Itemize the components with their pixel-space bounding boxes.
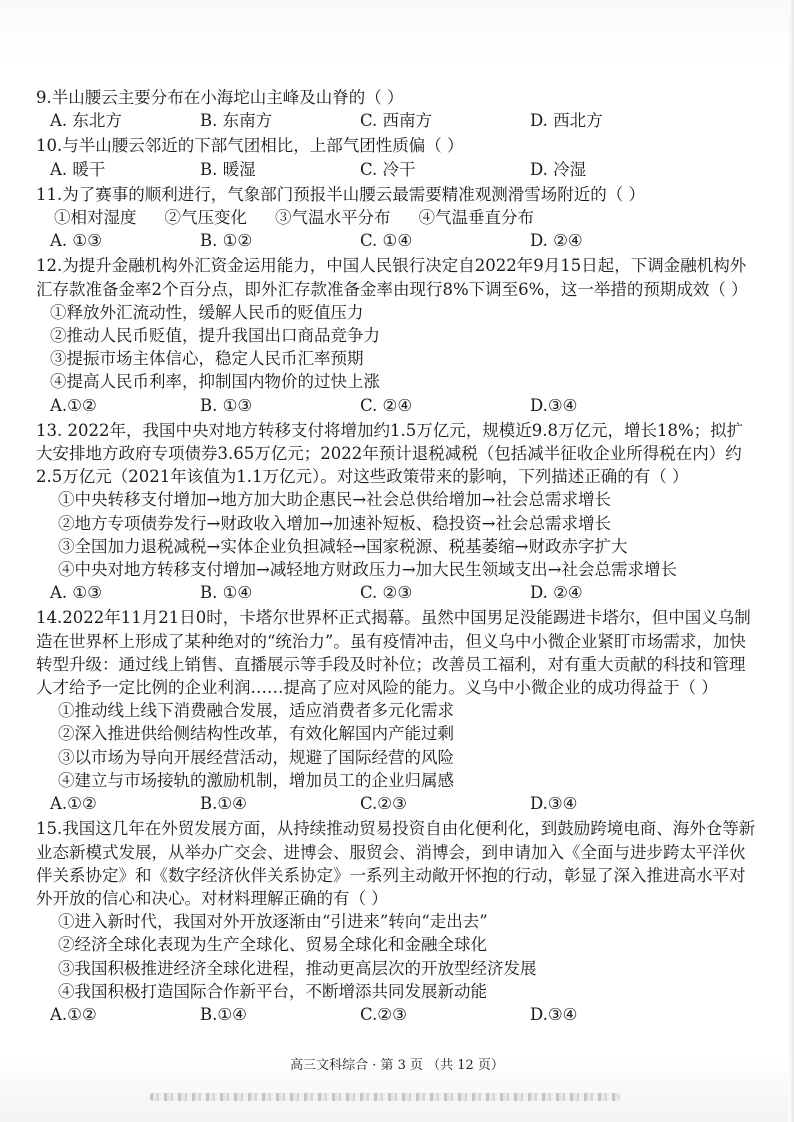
options-row	[36, 581, 758, 604]
option-d: D. 西北方	[530, 111, 603, 131]
questions-block	[36, 86, 758, 1028]
statement-1: ①释放外汇流动性，缓解人民币的贬值压力	[50, 302, 364, 322]
question-14	[36, 606, 758, 815]
option-b: B.①④	[200, 1004, 247, 1024]
statement-1: ①相对湿度	[54, 208, 137, 228]
option-a: A. ①③	[50, 583, 102, 603]
statement-3: ③提振市场主体信心，稳定人民币汇率预期	[50, 349, 364, 369]
page-edge-shadow	[788, 0, 794, 1122]
option-d: D. ②④	[530, 231, 583, 251]
options-row	[36, 229, 758, 252]
statement-row	[36, 206, 758, 229]
options-row	[36, 158, 758, 181]
option-a: A. ①③	[50, 231, 102, 251]
question-stem: 13. 2022年，我国中央对地方转移支付将增加约1.5万亿元，规模近9.8万亿元，增长18%；拟扩大安排地方政府专项债券3.65万亿元；2022年预计退税减税（包括减半征收企业所得税在内）约2.5万亿元（2021年该值为1.1万亿元）。对这些政策带来的影响，下列描述正确的有（ ）	[36, 420, 744, 487]
option-c: C. 西南方	[360, 111, 433, 131]
question-stem: 9.半山腰云主要分布在小海坨山主峰及山脊的（ ）	[36, 88, 404, 107]
question-10	[36, 134, 758, 180]
question-9	[36, 86, 758, 132]
statement-3: ③我国积极推进经济全球化进程，推动更高层次的开放型经济发展	[58, 958, 537, 978]
option-b: B. 暖湿	[200, 159, 256, 179]
option-d: D.③④	[530, 1004, 578, 1024]
question-stem: 15.我国这几年在外贸发展方面，从持续推动贸易投资自由化便利化，到鼓励跨境电商、海外仓等新业态新模式发展，从举办广交会、进博会、服贸会、消博会，到申请加入《全面与进步跨太平洋伙伴关系协定》和《数字经济伙伴关系协定》一系列主动敞开怀抱的行动，彰显了深入推进高水平对外开放的信心和决心。对材料理解正确的有（ ）	[36, 819, 756, 908]
statement-4: ④我国积极打造国际合作新平台，不断增添共同发展新动能	[58, 981, 487, 1001]
statement-3: ③以市场为导向开展经营活动，规避了国际经营的风险	[58, 747, 454, 767]
page-footer: 高三文科综合 · 第 3 页 （共 12 页）	[290, 1058, 504, 1073]
statement-1: ①进入新时代，我国对外开放逐渐由“引进来”转向“走出去”	[58, 912, 488, 932]
option-a: A.①②	[50, 1004, 97, 1024]
statement-4: ④气温垂直分布	[418, 208, 534, 228]
options-row	[36, 1003, 758, 1026]
option-c: C. ②④	[360, 395, 413, 415]
option-b: B. ①④	[200, 583, 253, 603]
statement-4: ④建立与市场接轨的激励机制，增加员工的企业归属感	[58, 770, 454, 790]
statement-4: ④提高人民币利率，抑制国内物价的过快上涨	[50, 372, 380, 392]
statement-2: ②地方专项债券发行→财政收入增加→加速补短板、稳投资→社会总需求增长	[58, 513, 611, 533]
question-stem: 10.与半山腰云邻近的下部气团相比，上部气团性质偏（ ）	[36, 136, 464, 156]
question-stem: 14.2022年11月21日0时，卡塔尔世界杯正式揭幕。虽然中国男足没能踢进卡塔尔，但中国义乌制造在世界杯上形成了某种绝对的“统治力”。虽有疫情冲击，但义乌中小微企业紧盯市场需求，加快转型升级：通过线上销售、直播展示等手段及时补位；改善员工福利，对有重大贡献的科技和管理人才给予一定比例的企业利润……提高了应对风险的能力。义乌中小微企业的成功得益于（ ）	[36, 608, 751, 698]
statement-2: ②经济全球化表现为生产全球化、贸易全球化和金融全球化	[58, 935, 487, 955]
option-a: A.①②	[50, 794, 97, 814]
statement-2: ②深入推进供给侧结构性改革，有效化解国内产能过剩	[58, 724, 454, 744]
option-d: D. 冷湿	[530, 159, 587, 179]
statement-3: ③全国加力退税减税→实体企业负担减轻→国家税源、税基萎缩→财政赤字扩大	[58, 536, 628, 556]
scan-smudge	[150, 1093, 620, 1101]
statement-1: ①中央转移支付增加→地方加大助企惠民→社会总供给增加→社会总需求增长	[58, 490, 611, 510]
question-stem: 12.为提升金融机构外汇资金运用能力，中国人民银行决定自2022年9月15日起，下调金融机构外汇存款准备金率2个百分点，即外汇存款准备金率由现行8%下调至6%，这一举措的预期成效（ ）	[36, 256, 748, 299]
option-d: D.③④	[530, 395, 578, 415]
statement-2: ②气压变化	[164, 208, 247, 228]
option-c: C.②③	[360, 1004, 407, 1024]
option-b: B. ①②	[200, 231, 253, 251]
option-d: D. ②④	[530, 583, 583, 603]
statement-4: ④中央对地方转移支付增加→减轻地方财政压力→加大民生领域支出→社会总需求增长	[58, 560, 677, 580]
option-b: B.①④	[200, 794, 247, 814]
statement-2: ②推动人民币贬值，提升我国出口商品竞争力	[50, 326, 380, 346]
option-b: B. 东南方	[200, 111, 273, 131]
option-a: A.①②	[50, 395, 97, 415]
question-stem: 11.为了赛事的顺利进行，气象部门预报半山腰云最需要精准观测滑雪场附近的（ ）	[36, 184, 645, 204]
option-a: A. 暖干	[50, 159, 106, 179]
statement-1: ①推动线上线下消费融合发展，适应消费者多元化需求	[58, 701, 454, 721]
question-15	[36, 817, 758, 1026]
options-row	[36, 792, 758, 815]
option-c: C. ②③	[360, 583, 413, 603]
options-row	[36, 109, 758, 132]
statement-3: ③气温水平分布	[275, 208, 391, 228]
options-row	[36, 394, 758, 417]
option-b: B. ①③	[200, 395, 253, 415]
option-a: A. 东北方	[50, 111, 122, 131]
option-c: C. ①④	[360, 231, 413, 251]
question-13	[36, 419, 758, 605]
question-11	[36, 183, 758, 253]
option-d: D.③④	[530, 794, 578, 814]
option-c: C. 冷干	[360, 159, 416, 179]
question-12	[36, 254, 758, 416]
option-c: C.②③	[360, 794, 407, 814]
